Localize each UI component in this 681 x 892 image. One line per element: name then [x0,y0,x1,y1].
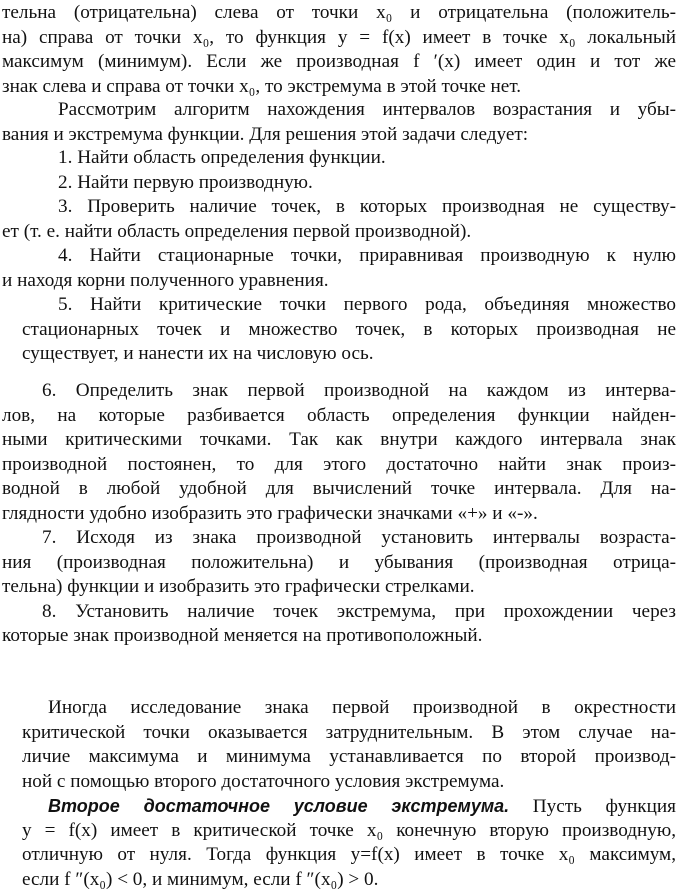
text-line: Рассмотрим алгоритм нахождения интервалов возрастания и убы- [2,98,676,123]
text-line: y = f(x) имеет в критической точке x₀ конечную вторую производную, [2,819,676,844]
text-line: стационарных точек и множество точек, в которых производная не [2,318,676,343]
text-line: максимум (минимум). Если же производная f ′(x) имеет один и тот же [2,50,676,75]
list-item: 4. Найти стационарные точки, приравнивая производную к нулю [2,244,676,269]
theorem-first-line-rest: Пусть функция [533,796,676,817]
text-line: на) справа от точки x₀, то функция y = f(x) имеет в точке x₀ локальный [2,26,676,51]
list-item: 6. Определить знак первой производной на каждом из интерва- [2,379,676,404]
algorithm-steps-1-5 [2,146,676,367]
theorem-title: Второе достаточное условие экстремума. [48,796,509,816]
text-line: если f ″(x₀) < 0, и минимум, если f ″(x₀) > 0. [2,868,676,892]
list-item: 3. Проверить наличие точек, в которых производная не существу- [2,195,676,220]
text-line: Иногда исследование знака первой производной в окрестности [2,696,676,721]
list-item: 8. Установить наличие точек экстремума, при прохождении через [2,600,676,625]
list-item: 5. Найти критические точки первого рода, объединяя множество [2,293,676,318]
text-line: существует, и нанести их на числовую ось. [2,342,676,367]
paragraph-extremum-end [2,1,676,99]
paragraph-algorithm-intro [2,98,676,147]
text-line: вания и экстремума функции. Для решения этой задачи следует: [2,123,676,148]
text-line: знак слева и справа от точки x₀, то экстремума в этой точке нет. [2,75,676,100]
algorithm-steps-6-8 [2,379,676,649]
text-line: тельна (отрицательна) слева от точки x₀ и отрицательна (положитель- [2,1,676,26]
list-item: 2. Найти первую производную. [2,171,676,196]
text-line: ет (т. е. найти область определения первой производной). [2,220,676,245]
text-line: водной в любой удобной для вычислений точке интервала. Для на- [2,477,676,502]
text-line: критической точки оказывается затруднительным. В этом случае на- [2,721,676,746]
text-line: отличную от нуля. Тогда функция y=f(x) имеет в точке x₀ максимум, [2,843,676,868]
text-line: ной с помощью второго достаточного условия экстремума. [2,770,676,795]
text-line: глядности удобно изобразить это графически значками «+» и «-». [2,502,676,527]
text-line: производной постоянен, то для этого достаточно найти знак произ- [2,453,676,478]
text-line: личие максимума и минимума устанавливается по второй производ- [2,745,676,770]
text-line: лов, на которые разбивается область определения функции найден- [2,404,676,429]
text-line: тельна) функции и изобразить это графически стрелками. [2,575,676,600]
text-line: ными критическими точками. Так как внутри каждого интервала знак [2,428,676,453]
list-item: 1. Найти область определения функции. [2,146,676,171]
paragraph-second-derivative-intro [2,696,676,794]
list-item: 7. Исходя из знака производной установить интервалы возраста- [2,526,676,551]
text-line: ния (производная положительна) и убывания (производная отрица- [2,551,676,576]
text-line: и находя корни полученного уравнения. [2,269,676,294]
text-line: которые знак производной меняется на противоположный. [2,624,676,649]
theorem-second-sufficient-condition [2,794,676,892]
theorem-first-line [2,794,676,819]
